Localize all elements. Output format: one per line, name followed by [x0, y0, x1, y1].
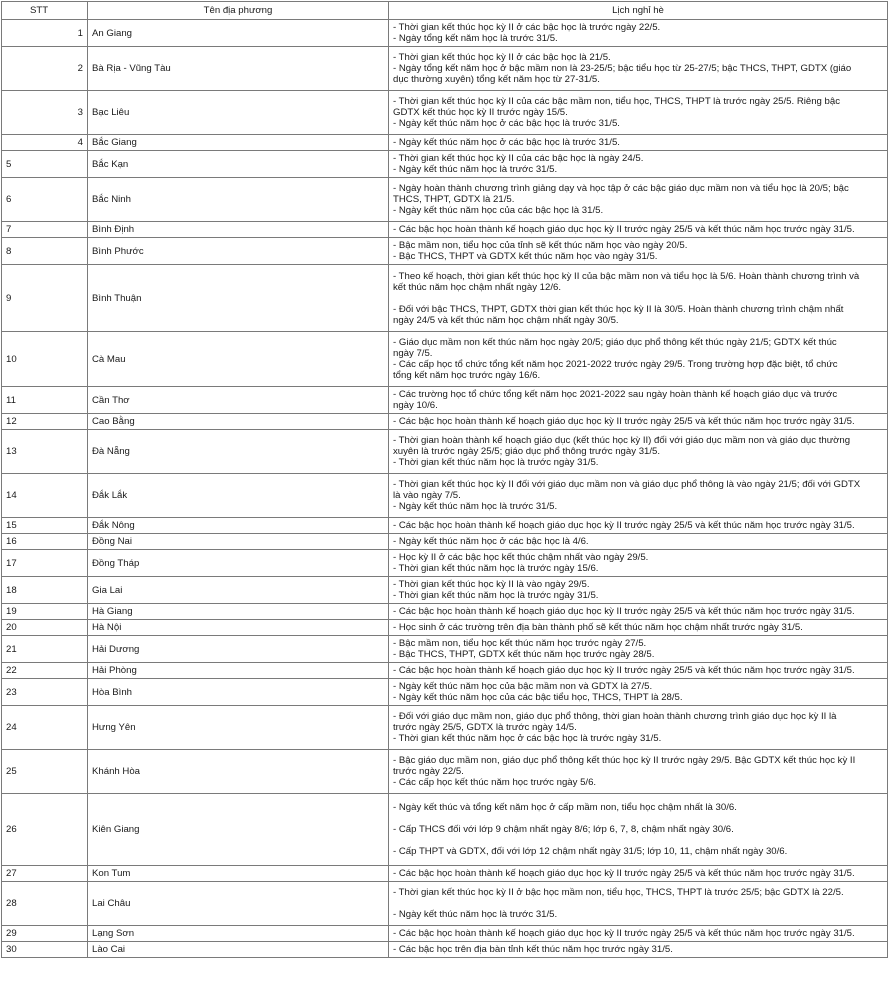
- schedule-line: - Bậc giáo dục mầm non, giáo dục phổ thông kết thúc học kỳ II trước ngày 29/5. Bậc GDTX kết thúc học kỳ II: [393, 755, 856, 766]
- header-stt: STT: [2, 2, 88, 20]
- schedule-line: - Ngày kết thúc năm học của các bậc học là 31/5.: [393, 205, 604, 216]
- row-locality-name: Bắc Kạn: [88, 151, 389, 178]
- schedule-line: ngày 10/6.: [393, 400, 438, 411]
- row-stt: 1: [2, 20, 88, 47]
- table-row: [2, 151, 888, 178]
- schedule-line: - Đối với giáo dục mầm non, giáo dục phổ thông, thời gian hoàn thành chương trình giáo dục học kỳ II là: [393, 711, 837, 722]
- row-locality-name: Kiên Giang: [88, 794, 389, 866]
- table-row: [2, 238, 888, 265]
- schedule-line: - Thời gian kết thúc năm học ở các bậc học là trước ngày 31/5.: [393, 733, 662, 744]
- row-locality-name: Hưng Yên: [88, 706, 389, 750]
- row-schedule: [389, 151, 888, 178]
- schedule-line: - Thời gian kết thúc học kỳ II của các bậc học là ngày 24/5.: [393, 153, 644, 164]
- row-stt: 18: [2, 577, 88, 604]
- schedule-line: - Bậc THCS, THPT, GDTX kết thúc năm học trước ngày 28/5.: [393, 649, 655, 660]
- schedule-line: trước ngày 25/5, GDTX là trước ngày 14/5.: [393, 722, 577, 733]
- row-stt: 24: [2, 706, 88, 750]
- row-stt: 28: [2, 882, 88, 926]
- table-row: [2, 926, 888, 942]
- table-row: [2, 750, 888, 794]
- table-row: [2, 178, 888, 222]
- row-schedule: [389, 178, 888, 222]
- table-row: [2, 518, 888, 534]
- table-row: [2, 866, 888, 882]
- schedule-line: - Các bậc học hoàn thành kế hoạch giáo dục học kỳ II trước ngày 25/5 và kết thúc năm học trước ngày 31/5.: [393, 606, 855, 617]
- schedule-line: xuyên là trước ngày 25/5; giáo dục phổ thông trước ngày 31/5.: [393, 446, 661, 457]
- row-locality-name: Bình Định: [88, 222, 389, 238]
- row-stt: 30: [2, 942, 88, 958]
- schedule-line: - Thời gian kết thúc học kỳ II đối với giáo dục mầm non và giáo dục phổ thông là vào ngày 21/5; đối với GDTX: [393, 479, 861, 490]
- row-schedule: [389, 577, 888, 604]
- schedule-line: - Thời gian kết thúc năm học là trước ngày 15/6.: [393, 563, 599, 574]
- row-schedule: [389, 604, 888, 620]
- schedule-line: - Ngày tổng kết năm học là trước 31/5.: [393, 33, 558, 44]
- schedule-line: là vào ngày 7/5.: [393, 490, 461, 501]
- row-locality-name: Bắc Giang: [88, 135, 389, 151]
- row-locality-name: Cao Bằng: [88, 414, 389, 430]
- row-schedule: [389, 518, 888, 534]
- row-locality-name: Bình Phước: [88, 238, 389, 265]
- schedule-line: - Các bậc học hoàn thành kế hoạch giáo dục học kỳ II trước ngày 25/5 và kết thúc năm học trước ngày 31/5.: [393, 868, 855, 879]
- schedule-line: GDTX kết thúc học kỳ II trước ngày 15/5.: [393, 107, 568, 118]
- row-stt: 12: [2, 414, 88, 430]
- row-stt: 14: [2, 474, 88, 518]
- schedule-line: - Các bậc học trên địa bàn tỉnh kết thúc năm học trước ngày 31/5.: [393, 944, 673, 955]
- row-stt: 29: [2, 926, 88, 942]
- table-row: [2, 332, 888, 387]
- row-locality-name: Bình Thuận: [88, 265, 389, 332]
- row-locality-name: An Giang: [88, 20, 389, 47]
- row-locality-name: Cà Mau: [88, 332, 389, 387]
- header-locality: Tên địa phương: [88, 2, 389, 20]
- schedule-line: - Ngày kết thúc năm học là trước 31/5.: [393, 909, 558, 920]
- schedule-line: - Thời gian kết thúc học kỳ II ở bậc học mầm non, tiểu học, THCS, THPT là trước 25/5; bậc GDTX là 22/5.: [393, 887, 844, 898]
- table-row: [2, 387, 888, 414]
- schedule-line: - Thời gian kết thúc học kỳ II ở các bậc học là trước ngày 22/5.: [393, 22, 661, 33]
- schedule-line: - Các bậc học hoàn thành kế hoạch giáo dục học kỳ II trước ngày 25/5 và kết thúc năm học trước ngày 31/5.: [393, 520, 855, 531]
- table-row: [2, 620, 888, 636]
- row-stt: 8: [2, 238, 88, 265]
- row-schedule: [389, 866, 888, 882]
- table-row: [2, 47, 888, 91]
- table-row: [2, 706, 888, 750]
- row-stt: 13: [2, 430, 88, 474]
- table-row: [2, 550, 888, 577]
- schedule-spacer: [393, 813, 883, 824]
- schedule-line: dục thường xuyên) tổng kết năm học từ 27-31/5.: [393, 74, 600, 85]
- row-schedule: [389, 942, 888, 958]
- schedule-line: - Các cấp học tổ chức tổng kết năm học 2021-2022 trước ngày 29/5. Trong trường hợp đặc biệt, tổ chức: [393, 359, 838, 370]
- schedule-line: kết thúc năm học chậm nhất ngày 12/6.: [393, 281, 561, 293]
- table-row: [2, 20, 888, 47]
- row-schedule: [389, 882, 888, 926]
- row-locality-name: Hải Phòng: [88, 663, 389, 679]
- row-schedule: [389, 430, 888, 474]
- schedule-line: trước ngày 22/5.: [393, 766, 464, 777]
- schedule-line: - Theo kế hoạch, thời gian kết thúc học kỳ II của bậc mầm non và tiểu học là 5/6. Hoàn thành chương trình và: [393, 270, 860, 282]
- schedule-line: - Các bậc học hoàn thành kế hoạch giáo dục học kỳ II trước ngày 25/5 và kết thúc năm học trước ngày 31/5.: [393, 416, 855, 427]
- schedule-line: - Ngày hoàn thành chương trình giảng dạy và học tập ở các bậc giáo dục mầm non và tiểu học là 20/5; bậc: [393, 183, 849, 194]
- row-locality-name: Đắk Nông: [88, 518, 389, 534]
- row-stt: 19: [2, 604, 88, 620]
- row-schedule: [389, 663, 888, 679]
- row-locality-name: Kon Tum: [88, 866, 389, 882]
- row-stt: 2: [2, 47, 88, 91]
- schedule-line: - Ngày kết thúc năm học ở các bậc học là trước 31/5.: [393, 137, 620, 148]
- row-stt: 23: [2, 679, 88, 706]
- schedule-line: - Các bậc học hoàn thành kế hoạch giáo dục học kỳ II trước ngày 25/5 và kết thúc năm học trước ngày 31/5.: [393, 928, 855, 939]
- row-locality-name: Hà Giang: [88, 604, 389, 620]
- table-row: [2, 135, 888, 151]
- schedule-line: - Cấp THCS đối với lớp 9 chậm nhất ngày 8/6; lớp 6, 7, 8, chậm nhất ngày 30/6.: [393, 824, 734, 835]
- row-schedule: [389, 534, 888, 550]
- row-schedule: [389, 550, 888, 577]
- table-row: [2, 604, 888, 620]
- row-stt: 7: [2, 222, 88, 238]
- schedule-line: - Bậc mầm non, tiểu học kết thúc năm học trước ngày 27/5.: [393, 638, 647, 649]
- schedule-line: - Bậc mầm non, tiểu học của tỉnh sẽ kết thúc năm học vào ngày 20/5.: [393, 240, 688, 251]
- schedule-line: ngày 7/5.: [393, 348, 433, 359]
- table-row: [2, 534, 888, 550]
- schedule-line: - Các bậc học hoàn thành kế hoạch giáo dục học kỳ II trước ngày 25/5 và kết thúc năm học trước ngày 31/5.: [393, 224, 855, 235]
- row-stt: 11: [2, 387, 88, 414]
- row-schedule: [389, 387, 888, 414]
- table-row: [2, 663, 888, 679]
- row-stt: 3: [2, 91, 88, 135]
- schedule-line: - Ngày kết thúc và tổng kết năm học ở cấp mầm non, tiểu học chậm nhất là 30/6.: [393, 802, 737, 813]
- row-schedule: [389, 636, 888, 663]
- row-locality-name: Bạc Liêu: [88, 91, 389, 135]
- row-stt: 6: [2, 178, 88, 222]
- row-stt: 10: [2, 332, 88, 387]
- table-row: [2, 430, 888, 474]
- row-locality-name: Gia Lai: [88, 577, 389, 604]
- row-schedule: [389, 222, 888, 238]
- row-schedule: [389, 91, 888, 135]
- table-row: [2, 679, 888, 706]
- row-schedule: [389, 926, 888, 942]
- row-stt: 15: [2, 518, 88, 534]
- schedule-line: - Các bậc học hoàn thành kế hoạch giáo dục học kỳ II trước ngày 25/5 và kết thúc năm học trước ngày 31/5.: [393, 665, 855, 676]
- schedule-line: - Ngày kết thúc năm học là trước 31/5.: [393, 501, 558, 512]
- header-schedule: Lịch nghỉ hè: [389, 2, 888, 20]
- schedule-line: - Cấp THPT và GDTX, đối với lớp 12 chậm nhất ngày 31/5; lớp 10, 11, chậm nhất ngày 30/6.: [393, 846, 788, 857]
- row-schedule: [389, 474, 888, 518]
- schedule-line: - Các trường học tổ chức tổng kết năm học 2021-2022 sau ngày hoàn thành kế hoạch giáo dục và trước: [393, 389, 838, 400]
- table-row: [2, 474, 888, 518]
- schedule-line: ngày 24/5 và kết thúc năm học chậm nhất ngày 30/5.: [393, 314, 619, 326]
- row-schedule: [389, 414, 888, 430]
- row-schedule: [389, 620, 888, 636]
- row-schedule: [389, 794, 888, 866]
- row-stt: 20: [2, 620, 88, 636]
- schedule-spacer: [393, 293, 883, 304]
- table-row: [2, 636, 888, 663]
- header-row: [2, 2, 888, 20]
- table-body: [2, 20, 888, 958]
- row-locality-name: Đà Nẵng: [88, 430, 389, 474]
- row-schedule: [389, 47, 888, 91]
- schedule-line: - Học kỳ II ở các bậc học kết thúc chậm nhất vào ngày 29/5.: [393, 552, 649, 563]
- row-stt: 5: [2, 151, 88, 178]
- schedule-line: - Ngày kết thúc năm học của bậc mầm non và GDTX là 27/5.: [393, 681, 653, 692]
- row-schedule: [389, 679, 888, 706]
- row-locality-name: Hà Nội: [88, 620, 389, 636]
- row-schedule: [389, 706, 888, 750]
- schedule-line: - Thời gian kết thúc học kỳ II của các bậc mầm non, tiểu học, THCS, THPT là trước ngày 25/5. Riêng bậc: [393, 96, 841, 107]
- schedule-line: - Ngày kết thúc năm học ở các bậc học là trước 31/5.: [393, 118, 620, 129]
- schedule-line: - Thời gian kết thúc năm học là trước ngày 31/5.: [393, 457, 599, 468]
- row-locality-name: Lào Cai: [88, 942, 389, 958]
- schedule-line: - Ngày kết thúc năm học của các bậc tiểu học, THCS, THPT là 28/5.: [393, 692, 683, 703]
- row-locality-name: Đắk Lắk: [88, 474, 389, 518]
- row-schedule: [389, 135, 888, 151]
- row-locality-name: Cần Thơ: [88, 387, 389, 414]
- schedule-line: - Bậc THCS, THPT và GDTX kết thúc năm học vào ngày 31/5.: [393, 251, 658, 262]
- schedule-line: - Thời gian hoàn thành kế hoạch giáo dục (kết thúc học kỳ II) đối với giáo dục mầm non và giáo dục thường: [393, 435, 851, 446]
- row-schedule: [389, 20, 888, 47]
- row-stt: 21: [2, 636, 88, 663]
- row-stt: 4: [2, 135, 88, 151]
- row-locality-name: Bắc Ninh: [88, 178, 389, 222]
- row-locality-name: Khánh Hòa: [88, 750, 389, 794]
- row-stt: 22: [2, 663, 88, 679]
- row-locality-name: Lai Châu: [88, 882, 389, 926]
- schedule-line: - Thời gian kết thúc học kỳ II là vào ngày 29/5.: [393, 579, 590, 590]
- row-locality-name: Hải Dương: [88, 636, 389, 663]
- schedule-line: - Ngày kết thúc năm học ở các bậc học là 4/6.: [393, 536, 589, 547]
- schedule-line: tổng kết năm học trước ngày 16/6.: [393, 370, 541, 381]
- row-locality-name: Đồng Tháp: [88, 550, 389, 577]
- row-locality-name: Hòa Bình: [88, 679, 389, 706]
- table-row: [2, 942, 888, 958]
- schedule-line: THCS, THPT, GDTX là 21/5.: [393, 194, 515, 205]
- row-schedule: [389, 332, 888, 387]
- schedule-line: - Thời gian kết thúc năm học là trước ngày 31/5.: [393, 590, 599, 601]
- schedule-spacer: [393, 898, 883, 909]
- row-locality-name: Đồng Nai: [88, 534, 389, 550]
- table-row: [2, 577, 888, 604]
- holiday-schedule-table: [1, 1, 888, 958]
- table-row: [2, 794, 888, 866]
- table-row: [2, 414, 888, 430]
- table-row: [2, 222, 888, 238]
- row-stt: 16: [2, 534, 88, 550]
- row-schedule: [389, 265, 888, 332]
- row-stt: 25: [2, 750, 88, 794]
- row-schedule: [389, 750, 888, 794]
- table-header: [2, 2, 888, 20]
- table-row: [2, 91, 888, 135]
- row-locality-name: Lạng Sơn: [88, 926, 389, 942]
- row-locality-name: Bà Rịa - Vũng Tàu: [88, 47, 389, 91]
- schedule-line: - Ngày kết thúc năm học là trước 31/5.: [393, 164, 558, 175]
- schedule-line: - Thời gian kết thúc học kỳ II ở các bậc học là 21/5.: [393, 52, 611, 63]
- schedule-line: - Các cấp học kết thúc năm học trước ngày 5/6.: [393, 777, 597, 788]
- row-schedule: [389, 238, 888, 265]
- row-stt: 26: [2, 794, 88, 866]
- row-stt: 9: [2, 265, 88, 332]
- table-row: [2, 265, 888, 332]
- schedule-spacer: [393, 835, 883, 846]
- schedule-line: - Học sinh ở các trường trên địa bàn thành phố sẽ kết thúc năm học chậm nhất trước ngày 31/5.: [393, 622, 803, 633]
- table-row: [2, 882, 888, 926]
- schedule-line: - Đối với bậc THCS, THPT, GDTX thời gian kết thúc học kỳ II là 30/5. Hoàn thành chương trình chậm nhất: [393, 303, 844, 315]
- schedule-line: - Giáo dục mầm non kết thúc năm học ngày 20/5; giáo dục phổ thông kết thúc ngày 21/5; GDTX kết thúc: [393, 337, 837, 348]
- schedule-line: - Ngày tổng kết năm học ở bậc mầm non là 23-25/5; bậc tiểu học từ 25-27/5; bậc THCS, THPT, GDTX (giáo: [393, 63, 852, 74]
- row-stt: 17: [2, 550, 88, 577]
- row-stt: 27: [2, 866, 88, 882]
